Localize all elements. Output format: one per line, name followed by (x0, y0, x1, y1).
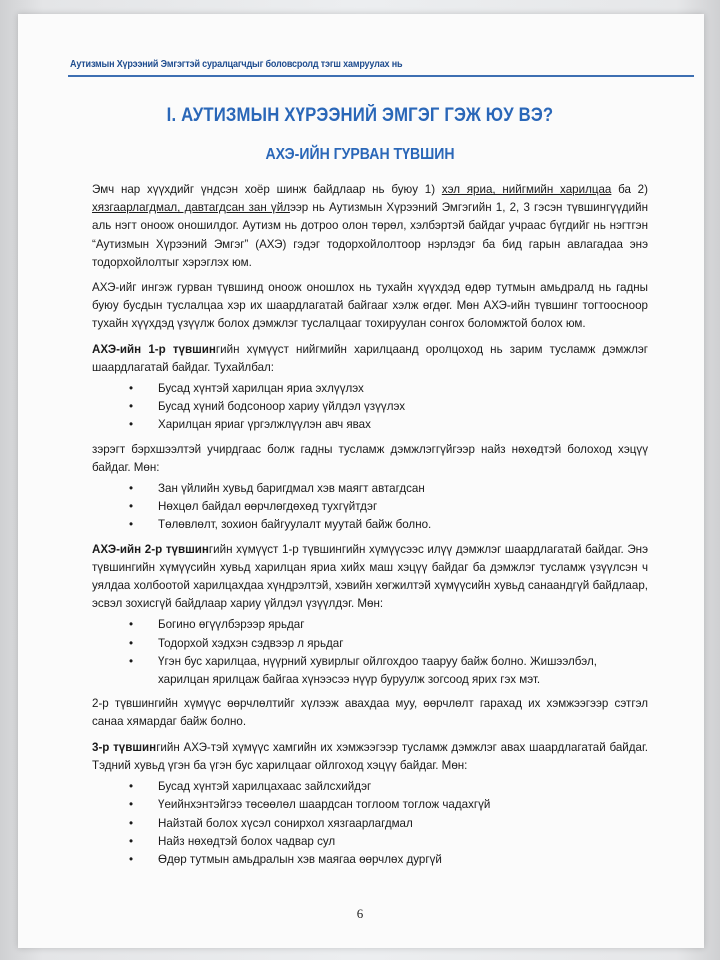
list-item (92, 398, 648, 416)
level3-list (92, 778, 648, 869)
list-item (92, 498, 648, 516)
list-item-text: Нөхцөл байдал өөрчлөгдөхөд тухгүйтдэг (158, 500, 378, 514)
bullet-icon: • (128, 816, 134, 830)
level1-middle-paragraph: зэрэгт бэрхшээлтэй учирдгаас болж гадны тусламж дэмжлэггүйгээр найз нөхөдтэй болоход хэцүү байдаг. Мөн: (92, 442, 648, 474)
list-item (92, 616, 648, 634)
list-item (92, 833, 648, 851)
intro-paragraph-1 (92, 181, 648, 272)
intro-text: Эмч нар хүүхдийг үндсэн хоёр шинж байдлаар нь буюу 1) (92, 183, 442, 196)
running-header: Аутизмын Хүрээний Эмгэгтэй суралцагчдыг боловсролд тэгш хамруулах нь (70, 58, 403, 70)
level-heading: АХЭ-ийн 1-р түвшин (92, 342, 216, 356)
section-title: АХЭ-ИЙН ГУРВАН ТҮВШИН (265, 146, 455, 163)
bullet-icon: • (128, 418, 134, 432)
list-item (92, 796, 648, 814)
list-item-text: Бусад хүнтэй харилцан яриа эхлүүлэх (158, 382, 364, 396)
level1-list-a (92, 380, 648, 435)
level2-after-paragraph: 2-р түвшингийн хүмүүс өөрчлөлтийг хүлээж авахдаа муу, өөрчлөлт гарахад их хэмжээгээр сэтгэл санаа хямардаг байж болно. (92, 697, 648, 729)
list-item (92, 480, 648, 498)
bullet-icon: • (128, 500, 134, 514)
list-item-text: Зан үйлийн хувьд баригдмал хэв маягт автагдсан (158, 482, 425, 496)
list-item-text: Төлөвлөлт, зохион байгуулалт муутай байж болно. (158, 518, 432, 532)
list-item (92, 653, 648, 689)
list-item (92, 416, 648, 434)
list-item-text: Харилцан яриаг үргэлжлүүлэн авч явах (158, 418, 371, 432)
level-text: гийн АХЭ-тэй хүмүүс хамгийн их хэмжээгээр тусламж дэмжлэг авах шаардлагатай байдаг. Тэдний хувьд үгэн ба үгэн бус харилцааг ойлгоход хэцүү байдаг. Мөн: (92, 740, 648, 772)
bullet-icon: • (128, 518, 134, 532)
body-text (92, 181, 648, 875)
list-item-text: Бусад хүнтэй харилцахаас зайлсхийдэг (158, 780, 372, 794)
list-item-text: Богино өгүүлбэрээр ярьдаг (158, 618, 305, 632)
list-item-text: Найз нөхөдтэй болох чадвар сул (158, 834, 336, 848)
bullet-icon: • (128, 654, 134, 668)
list-item (92, 516, 648, 534)
bullet-icon: • (128, 482, 134, 496)
list-item (92, 851, 648, 869)
bullet-icon: • (128, 636, 134, 650)
level1-paragraph (92, 341, 648, 377)
bullet-icon: • (128, 780, 134, 794)
list-item-text: Бусад хүний бодсоноор хариу үйлдэл үзүүлэх (158, 400, 406, 414)
level2-paragraph (92, 541, 648, 614)
level1-list-b (92, 480, 648, 535)
bullet-icon: • (128, 852, 134, 866)
list-item (92, 815, 648, 833)
list-item-text: Өдөр тутмын амьдралын хэв маягаа өөрчлөх дургүй (158, 852, 442, 866)
chapter-title: I. АУТИЗМЫН ХҮРЭЭНИЙ ЭМГЭГ ГЭЖ ЮУ ВЭ? (166, 105, 554, 126)
page-number: 6 (356, 906, 364, 921)
intro-paragraph-2: АХЭ-ийг ингэж гурван түвшинд оноож оношлох нь тухайн хүүхдэд өдөр тутмын амьдралд нь гадны буюу бусдын туслалцаа хэр их шаардлагатай байгааг хэлж өгдөг. Мөн АХЭ-ийн түвшинг тогтоосноор тухайн хүүхдэд үзүүлж болох дэмжлэг туслалцааг тохируулан сонгох боломжтой болох юм. (92, 281, 648, 331)
level-heading: АХЭ-ийн 2-р түвшин (92, 542, 209, 556)
list-item (92, 635, 648, 653)
list-item (92, 778, 648, 796)
bullet-icon: • (128, 798, 134, 812)
header-rule (68, 75, 694, 77)
intro-text: ээр нь Аутизмын Хүрээний Эмгэгийн 1, 2, 3 гэсэн түвшингүүдийн аль нэгт оноож оношилдог. Аутизм нь дотроо олон төрөл, хэлбэртэй байдаг учраас бүгдийг нь нэгтгэн “Аутизмын Хүрээний Эмгэг” (АХЭ) гэдэг тодорхойлолтоор нэрлэдэг ба бид гарын авлагадаа энэ тодорхойлолтыг хэрэглэх юм. (92, 201, 648, 269)
list-item-text: Тодорхой хэдхэн сэдвээр л ярьдаг (158, 636, 344, 650)
list-item-text: Үгэн бус харилцаа, нүүрний хувирлыг ойлгохдоо тааруу байж болно. Жишээлбэл, харилцан ярилцаж байгаа хүнээсээ нүүр буруулж зогсоод ярих гэх мэт. (158, 654, 597, 687)
bullet-icon: • (128, 382, 134, 396)
intro-text: ба 2) (611, 183, 648, 196)
level2-list (92, 616, 648, 689)
list-item (92, 380, 648, 398)
list-item-text: Үеийнхэнтэйгээ төсөөлөл шаардсан тоглоом тоглож чадахгүй (158, 798, 491, 812)
underlined-phrase: хязгаарлагдмал, давтагдсан зан үйл (92, 201, 290, 215)
bullet-icon: • (128, 834, 134, 848)
underlined-phrase: хэл яриа, нийгмийн харилцаа (441, 183, 612, 196)
bullet-icon: • (128, 400, 134, 414)
bullet-icon: • (128, 618, 134, 632)
level3-paragraph (92, 739, 648, 775)
level-heading: 3-р түвшин (92, 740, 157, 754)
list-item-text: Найзтай болох хүсэл сонирхол хязгаарлагдмал (158, 816, 413, 830)
level-text: гийн хүмүүст 1-р түвшингийн хүмүүсээс илүү дэмжлэг шаардлагатай байдаг. Энэ түвшингийн хүмүүсийн хувьд харилцан яриа хийх маш хэцүү байдаг ба дэмжлэг тусламж үзүүлсэн ч уялдаа холбоотой харилцахдаа хүндрэлтэй, хэвийн хөгжилтэй хүмүүсийн хувьд санаандгүй байдлаар, эсвэл зохисгүй байдлаар хариу үйлдэл үзүүлдэг. Мөн: (92, 542, 649, 611)
level-text: гийн хүмүүст нийгмийн харилцаанд оролцоход нь зарим тусламж дэмжлэг шаардлагатай байдаг. Тухайлбал: (92, 342, 648, 374)
